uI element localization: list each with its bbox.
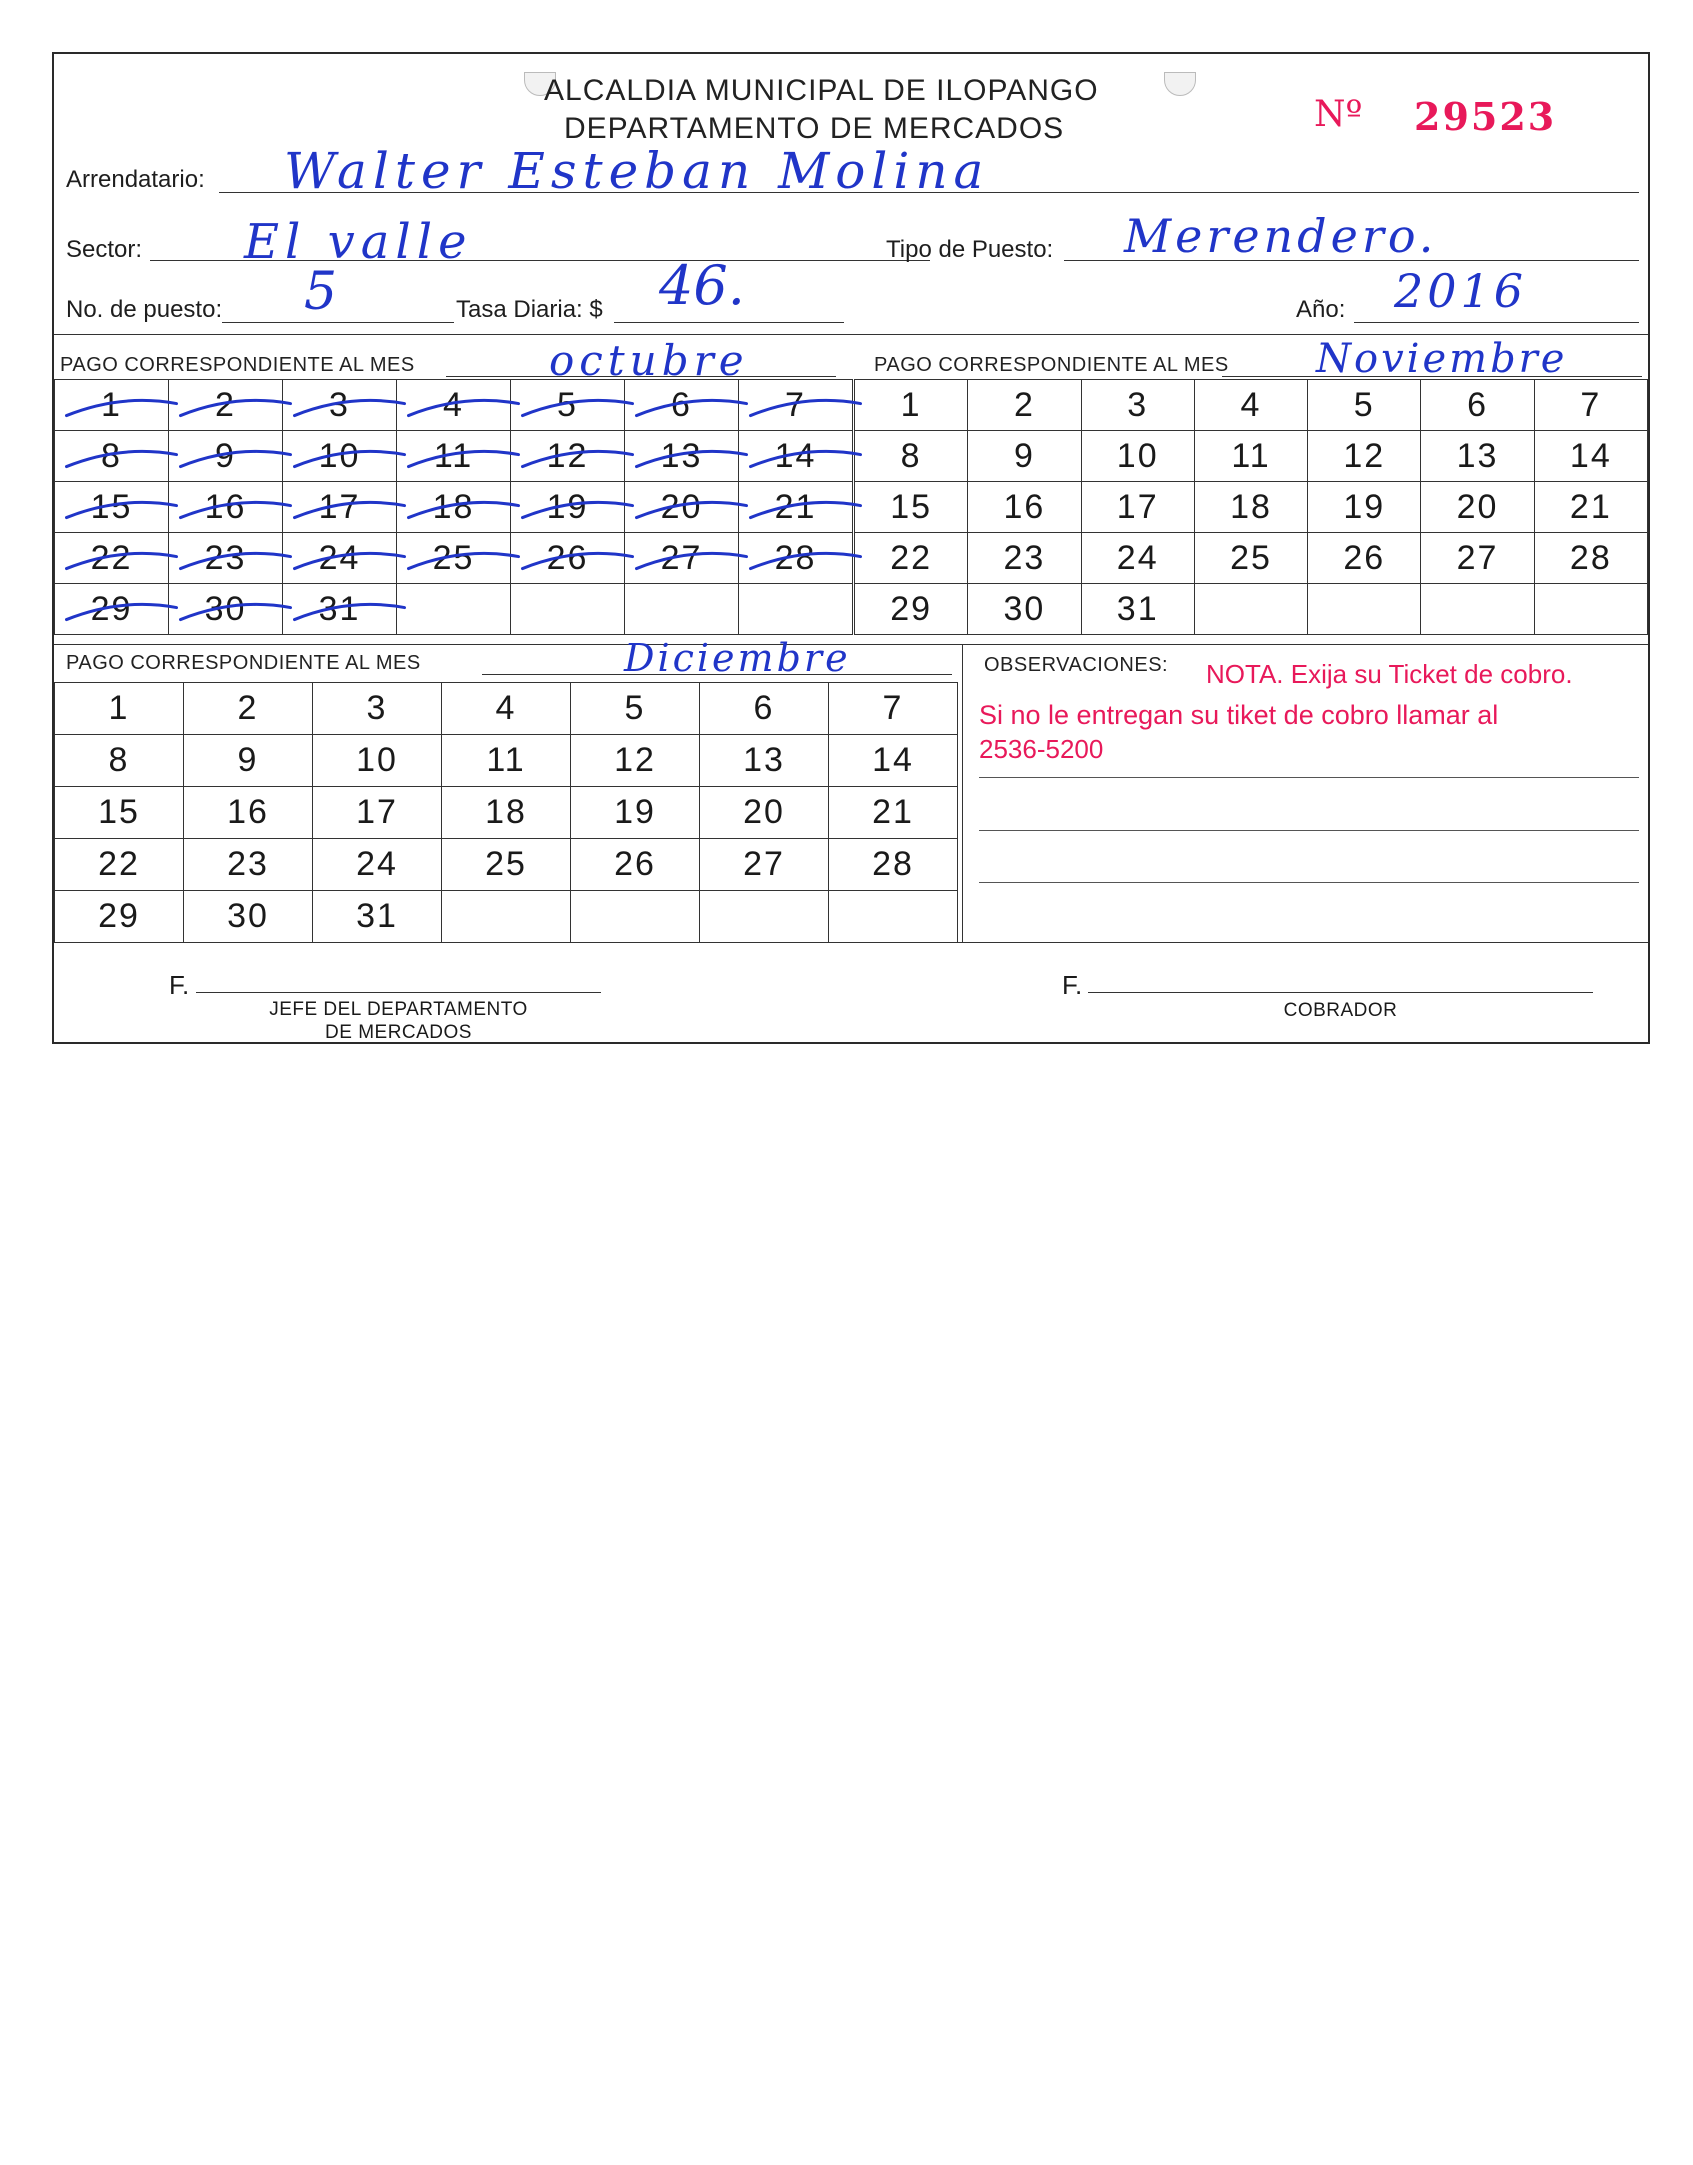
- day-cell: 21: [739, 482, 853, 533]
- calendar-month1: [54, 379, 853, 635]
- signature-right-caption: COBRADOR: [1283, 1000, 1398, 1021]
- day-cell: 9: [968, 431, 1081, 482]
- day-cell: 19: [571, 787, 700, 839]
- empty-cell: [739, 584, 853, 635]
- day-cell: 12: [571, 735, 700, 787]
- day-cell: 17: [313, 787, 442, 839]
- month3-value[interactable]: Diciembre: [624, 636, 851, 680]
- day-cell: 5: [571, 683, 700, 735]
- observaciones-line-1[interactable]: [979, 777, 1639, 778]
- day-cell: 11: [442, 735, 571, 787]
- anio-label: Año:: [1296, 296, 1346, 323]
- calendar-month3: [54, 682, 958, 943]
- folio-label: Nº: [1314, 94, 1363, 135]
- day-cell: 22: [855, 533, 968, 584]
- divider-signatures: [54, 942, 1648, 943]
- divider-month-top: [54, 334, 1648, 335]
- org-title: ALCALDIA MUNICIPAL DE ILOPANGO: [544, 74, 1099, 107]
- empty-cell: [1534, 584, 1647, 635]
- note-line1: NOTA. Exija su Ticket de cobro.: [1206, 659, 1573, 689]
- day-cell: 16: [968, 482, 1081, 533]
- tasa-value[interactable]: 46.: [659, 254, 745, 317]
- empty-cell: [700, 891, 829, 943]
- day-cell: 10: [1081, 431, 1194, 482]
- puesto-label: No. de puesto:: [66, 296, 223, 323]
- day-cell: 7: [739, 380, 853, 431]
- day-cell: 20: [1421, 482, 1534, 533]
- day-cell: 26: [571, 839, 700, 891]
- day-cell: 22: [55, 839, 184, 891]
- payment-card: [52, 52, 1650, 1044]
- day-cell: 10: [283, 431, 397, 482]
- day-cell: 1: [55, 380, 169, 431]
- month3-label: PAGO CORRESPONDIENTE AL MES: [66, 652, 421, 674]
- calendar-month2: [854, 379, 1648, 635]
- department-title: DEPARTAMENTO DE MERCADOS: [564, 112, 1065, 145]
- signature-right-line[interactable]: [1088, 992, 1593, 993]
- empty-cell: [829, 891, 958, 943]
- day-cell: 28: [1534, 533, 1647, 584]
- note-line3: 2536-5200: [979, 734, 1104, 764]
- signature-right-label: F.: [1062, 970, 1083, 1000]
- day-cell: 2: [169, 380, 283, 431]
- day-cell: 29: [55, 891, 184, 943]
- month1-value[interactable]: octubre: [549, 336, 749, 385]
- month1-label: PAGO CORRESPONDIENTE AL MES: [60, 354, 415, 376]
- day-cell: 15: [855, 482, 968, 533]
- month2-value[interactable]: Noviembre: [1316, 336, 1568, 382]
- day-cell: 1: [55, 683, 184, 735]
- day-cell: 27: [625, 533, 739, 584]
- empty-cell: [625, 584, 739, 635]
- day-cell: 23: [169, 533, 283, 584]
- day-cell: 14: [1534, 431, 1647, 482]
- puesto-line: [222, 322, 454, 323]
- observaciones-divider: [962, 644, 963, 942]
- day-cell: 1: [855, 380, 968, 431]
- day-cell: 29: [55, 584, 169, 635]
- day-cell: 8: [855, 431, 968, 482]
- day-cell: 21: [829, 787, 958, 839]
- day-cell: 14: [829, 735, 958, 787]
- empty-cell: [571, 891, 700, 943]
- day-cell: 27: [1421, 533, 1534, 584]
- arrendatario-label: Arrendatario:: [66, 166, 205, 193]
- observaciones-label: OBSERVACIONES:: [984, 654, 1169, 676]
- day-cell: 28: [829, 839, 958, 891]
- day-cell: 24: [313, 839, 442, 891]
- empty-cell: [511, 584, 625, 635]
- day-cell: 6: [1421, 380, 1534, 431]
- day-cell: 6: [700, 683, 829, 735]
- day-cell: 29: [855, 584, 968, 635]
- day-cell: 30: [968, 584, 1081, 635]
- day-cell: 8: [55, 735, 184, 787]
- sector-label: Sector:: [66, 236, 143, 263]
- month2-label: PAGO CORRESPONDIENTE AL MES: [874, 354, 1229, 376]
- day-cell: 19: [1308, 482, 1421, 533]
- day-cell: 31: [1081, 584, 1194, 635]
- day-cell: 2: [184, 683, 313, 735]
- day-cell: 31: [313, 891, 442, 943]
- day-cell: 24: [283, 533, 397, 584]
- day-cell: 16: [184, 787, 313, 839]
- day-cell: 22: [55, 533, 169, 584]
- day-cell: 3: [283, 380, 397, 431]
- day-cell: 2: [968, 380, 1081, 431]
- signature-left-line[interactable]: [196, 992, 601, 993]
- empty-cell: [1421, 584, 1534, 635]
- day-cell: 30: [169, 584, 283, 635]
- day-cell: 24: [1081, 533, 1194, 584]
- observaciones-line-2[interactable]: [979, 830, 1639, 831]
- signature-left-caption2: DE MERCADOS: [325, 1022, 472, 1043]
- signature-left-caption1: JEFE DEL DEPARTAMENTO: [269, 999, 528, 1020]
- day-cell: 25: [442, 839, 571, 891]
- divider-month3-top: [54, 644, 1648, 645]
- tasa-line: [614, 322, 844, 323]
- day-cell: 20: [625, 482, 739, 533]
- day-cell: 15: [55, 787, 184, 839]
- day-cell: 30: [184, 891, 313, 943]
- day-cell: 21: [1534, 482, 1647, 533]
- day-cell: 18: [397, 482, 511, 533]
- day-cell: 18: [1194, 482, 1307, 533]
- empty-cell: [397, 584, 511, 635]
- day-cell: 13: [625, 431, 739, 482]
- day-cell: 19: [511, 482, 625, 533]
- day-cell: 17: [283, 482, 397, 533]
- sector-value[interactable]: El valle: [244, 214, 473, 270]
- folio-number: 29523: [1414, 94, 1557, 139]
- puesto-value[interactable]: 5: [304, 262, 338, 322]
- day-cell: 8: [55, 431, 169, 482]
- day-cell: 5: [1308, 380, 1421, 431]
- day-cell: 7: [829, 683, 958, 735]
- day-cell: 12: [1308, 431, 1421, 482]
- day-cell: 16: [169, 482, 283, 533]
- day-cell: 15: [55, 482, 169, 533]
- anio-value[interactable]: 2016: [1394, 264, 1528, 318]
- day-cell: 4: [397, 380, 511, 431]
- punch-hole-right: [1164, 72, 1196, 96]
- day-cell: 26: [511, 533, 625, 584]
- observaciones-line-3[interactable]: [979, 882, 1639, 883]
- day-cell: 23: [184, 839, 313, 891]
- tipo-puesto-value[interactable]: Merendero.: [1124, 209, 1438, 263]
- day-cell: 23: [968, 533, 1081, 584]
- day-cell: 27: [700, 839, 829, 891]
- day-cell: 10: [313, 735, 442, 787]
- empty-cell: [1308, 584, 1421, 635]
- day-cell: 4: [1194, 380, 1307, 431]
- day-cell: 4: [442, 683, 571, 735]
- day-cell: 17: [1081, 482, 1194, 533]
- arrendatario-value[interactable]: Walter Esteban Molina: [284, 142, 990, 200]
- day-cell: 28: [739, 533, 853, 584]
- note-line2: Si no le entregan su tiket de cobro llamar al: [979, 700, 1499, 730]
- empty-cell: [442, 891, 571, 943]
- day-cell: 7: [1534, 380, 1647, 431]
- day-cell: 18: [442, 787, 571, 839]
- day-cell: 20: [700, 787, 829, 839]
- day-cell: 14: [739, 431, 853, 482]
- anio-line: [1354, 322, 1639, 323]
- day-cell: 3: [1081, 380, 1194, 431]
- day-cell: 12: [511, 431, 625, 482]
- day-cell: 9: [169, 431, 283, 482]
- day-cell: 6: [625, 380, 739, 431]
- day-cell: 11: [397, 431, 511, 482]
- day-cell: 5: [511, 380, 625, 431]
- day-cell: 26: [1308, 533, 1421, 584]
- day-cell: 13: [1421, 431, 1534, 482]
- day-cell: 25: [1194, 533, 1307, 584]
- day-cell: 31: [283, 584, 397, 635]
- tasa-label: Tasa Diaria: $: [456, 296, 603, 323]
- tipo-puesto-label: Tipo de Puesto:: [886, 236, 1054, 263]
- day-cell: 9: [184, 735, 313, 787]
- day-cell: 3: [313, 683, 442, 735]
- day-cell: 13: [700, 735, 829, 787]
- day-cell: 11: [1194, 431, 1307, 482]
- empty-cell: [1194, 584, 1307, 635]
- signature-left-label: F.: [169, 970, 190, 1000]
- day-cell: 25: [397, 533, 511, 584]
